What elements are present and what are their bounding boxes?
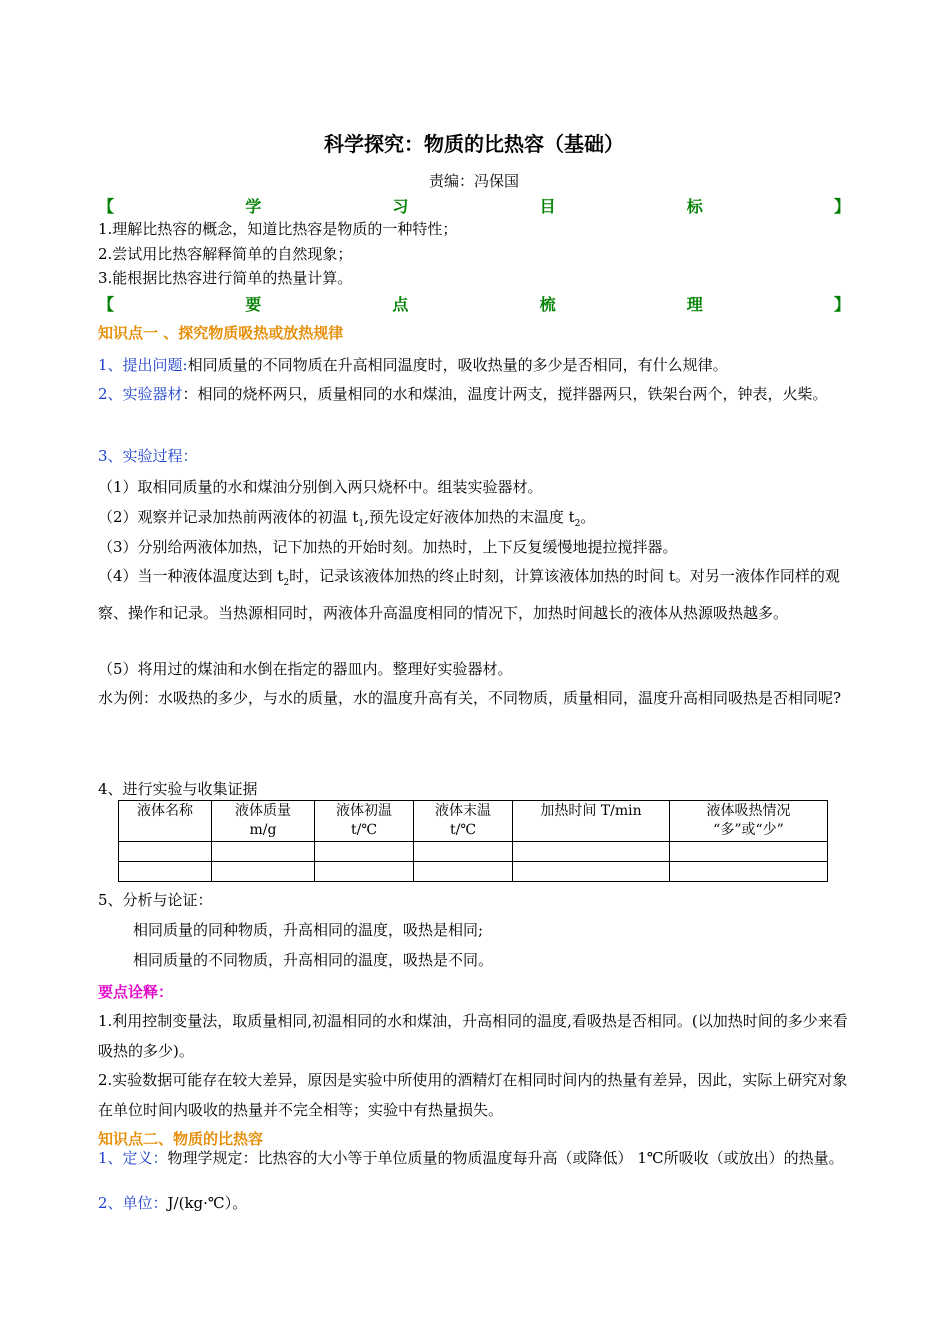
- page-title: 科学探究：物质的比热容（基础）: [324, 132, 624, 156]
- kp1-equipment: 2、实验器材：相同的烧杯两只，质量相同的水和煤油，温度计两支，搅拌器两只，铁架台两个，钟表，火柴。: [98, 385, 828, 403]
- table-header-row: [119, 801, 828, 842]
- table-header-cell: 液体初温 t/℃: [315, 801, 414, 842]
- table-header-cell: 液体名称: [119, 801, 212, 842]
- data-table: [118, 800, 828, 882]
- step-2: （2）观察并记录加热前两液体的初温 $t_1$,预先设定好液体加热的末温度 $t_2$。: [98, 508, 596, 529]
- step-5: （5）将用过的煤油和水倒在指定的器皿内。整理好实验器材。: [98, 660, 513, 678]
- kp2-unit: 2、单位：J/(kg·℃）。: [98, 1194, 248, 1212]
- table-header-cell: 液体吸热情况 “多”或“少”: [670, 801, 828, 842]
- kp1-heading: 知识点一 、探究物质吸热或放热规律: [98, 324, 344, 342]
- collect-label: 4、进行实验与收集证据: [98, 780, 258, 798]
- table-header-cell: 加热时间 T/min: [513, 801, 670, 842]
- kp2-heading: 知识点二、物质的比热容: [98, 1130, 264, 1148]
- step-1: （1）取相同质量的水和煤油分别倒入两只烧杯中。组装实验器材。: [98, 478, 543, 496]
- author-line: 责编：冯保国: [428, 172, 519, 190]
- kp1-process-label: 3、实验过程：: [98, 447, 198, 465]
- table-row: [119, 862, 828, 882]
- section-header-points: 【 要 点 梳 理 】: [98, 295, 850, 314]
- explain-paragraph: 1.利用控制变量法，取质量相同,初温相同的水和煤油，升高相同的温度,看吸热是否相同。(以加热时间的多少来看吸热的多少)。: [98, 1012, 848, 1060]
- analysis-line: 相同质量的同种物质，升高相同的温度，吸热是相同;: [133, 921, 484, 939]
- table-header-cell: 液体末温 t/℃: [414, 801, 513, 842]
- step-3: （3）分别给两液体加热，记下加热的开始时刻。加热时，上下反复缓慢地提拉搅拌器。: [98, 538, 678, 556]
- explain-paragraph: 2.实验数据可能存在较大差异，原因是实验中所使用的酒精灯在相同时间内的热量有差异，因此，实际上研究对象在单位时间内吸收的热量并不完全相等；实验中有热量损失。: [98, 1071, 848, 1119]
- kp1-question: 1、提出问题:相同质量的不同物质在升高相同温度时，吸收热量的多少是否相同，有什么规律。: [98, 356, 728, 374]
- table-header-cell: 液体质量 m/g: [212, 801, 315, 842]
- explain-heading: 要点诠释：: [98, 983, 174, 1001]
- step-4: （4）当一种液体温度达到 $t_2$时，记录该液体加热的终止时刻，计算该液体加热的时间 t。对另一液体作同样的观察、操作和记录。当热源相同时，两液体升高温度相同的情况下，加热时间越长的液体从热源吸热越多。: [98, 567, 840, 622]
- table-row: [119, 842, 828, 862]
- section-header-goals: 【 学 习 目 标 】: [98, 197, 850, 216]
- analysis-label: 5、分析与论证：: [98, 891, 213, 909]
- kp2-definition: 1、定义：物理学规定：比热容的大小等于单位质量的物质温度每升高（或降低） 1℃所吸收（或放出）的热量。: [98, 1149, 844, 1167]
- analysis-line: 相同质量的不同物质，升高相同的温度，吸热是不同。: [133, 951, 494, 969]
- goal-item: 3.能根据比热容进行简单的热量计算。: [98, 269, 353, 287]
- water-example: 水为例：水吸热的多少，与水的质量，水的温度升高有关，不同物质，质量相同，温度升高相同吸热是否相同呢?: [98, 689, 842, 707]
- goal-item: 2.尝试用比热容解释简单的自然现象；: [98, 245, 353, 263]
- goal-item: 1.理解比热容的概念，知道比热容是物质的一种特性；: [98, 220, 458, 238]
